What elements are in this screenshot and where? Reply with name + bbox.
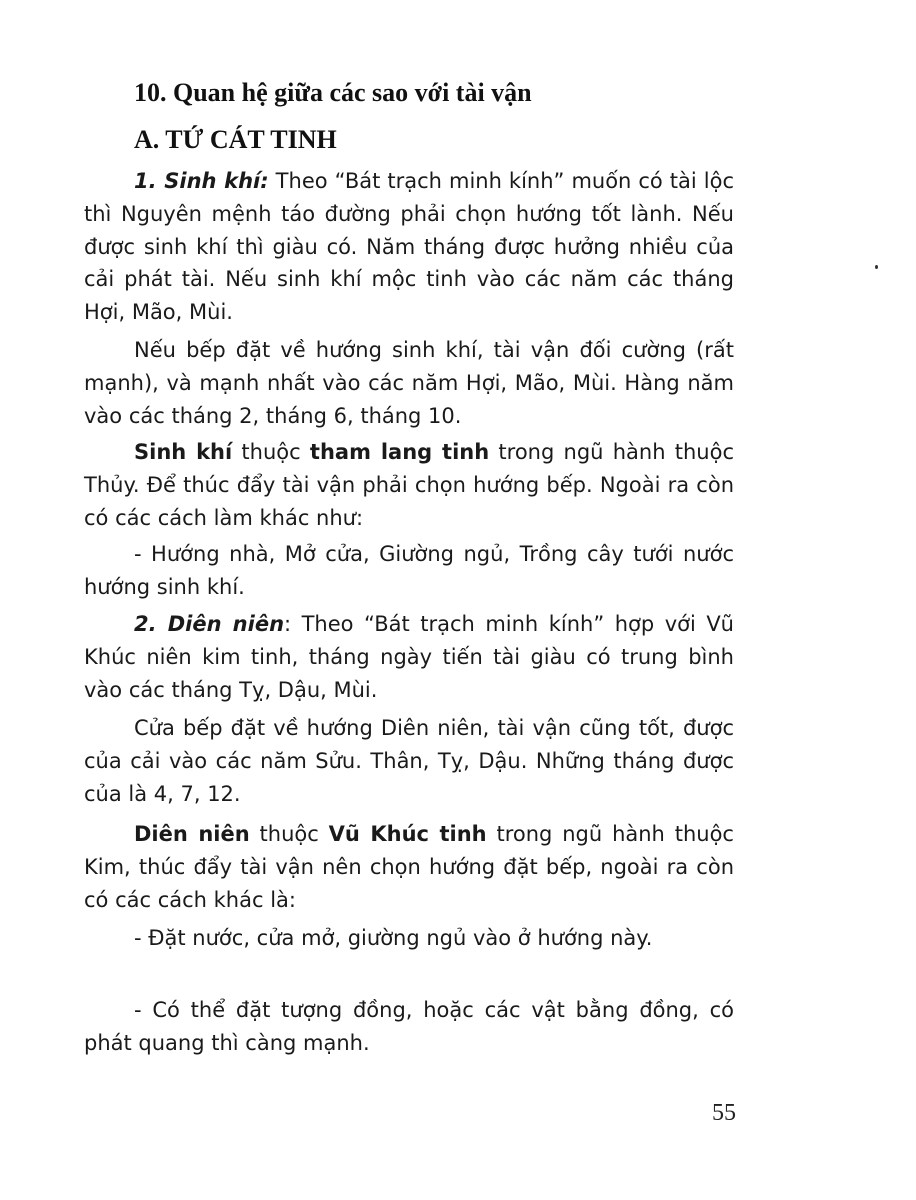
bold-term: Vũ Khúc tinh	[328, 822, 487, 846]
paragraph-text: thuộc	[232, 440, 310, 464]
paragraph-vu-khuc	[84, 818, 734, 916]
list-item-dat-nuoc	[84, 922, 734, 955]
paragraph-text: trong ngũ hành thuộc Thủy. Để thúc đẩy tài vận phải chọn hướng bếp. Ngoài ra còn có các cách làm khác như:	[84, 440, 734, 530]
list-item-sinh-khi	[84, 538, 734, 604]
paragraph-text: trong ngũ hành thuộc Kim, thúc đẩy tài vận nên chọn hướng đặt bếp, ngoài ra còn có các cách khác là:	[84, 822, 734, 912]
list-item-tuong-dong	[84, 994, 734, 1060]
section-title: 10. Quan hệ giữa các sao với tài vận	[134, 78, 532, 107]
scan-speck	[875, 265, 878, 269]
page-number: 55	[712, 1100, 736, 1126]
list-item-text: - Hướng nhà, Mở cửa, Giường ngủ, Trồng cây tưới nước hướng sinh khí.	[84, 542, 734, 599]
paragraph-text: Nếu bếp đặt về hướng sinh khí, tài vận đối cường (rất mạnh), và mạnh nhất vào các năm Hợi, Mão, Mùi. Hàng năm vào các tháng 2, tháng 6, tháng 10.	[84, 338, 734, 428]
bold-term: Diên niên	[134, 822, 250, 846]
paragraph-bep-sinh-khi	[84, 334, 734, 432]
paragraph-sinh-khi	[84, 165, 734, 329]
list-item-text: - Có thể đặt tượng đồng, hoặc các vật bằng đồng, có phát quang thì càng mạnh.	[84, 998, 734, 1055]
paragraph-text: : Theo “Bát trạch minh kính” hợp với Vũ Khúc niên kim tinh, tháng ngày tiến tài giàu có trung bình vào các tháng Tỵ, Dậu, Mùi.	[84, 612, 734, 702]
bold-term: tham lang tinh	[309, 440, 490, 464]
paragraph-dien-nien	[84, 608, 734, 706]
paragraph-text: Theo “Bát trạch minh kính” muốn có tài lộc thì Nguyên mệnh táo đường phải chọn hướng tốt lành. Nếu được sinh khí thì giàu có. Năm tháng được hưởng nhiều của cải phát tài. Nếu sinh khí mộc tinh vào các năm các tháng Hợi, Mão, Mùi.	[84, 169, 734, 325]
subsection-title: A. TỨ CÁT TINH	[134, 125, 337, 154]
item-lead-sinh-khi: 1. Sinh khí:	[134, 169, 269, 193]
bold-term: Sinh khí	[134, 440, 233, 464]
paragraph-text: thuộc	[249, 822, 329, 846]
list-item-text: - Đặt nước, cửa mở, giường ngủ vào ở hướng này.	[134, 926, 653, 950]
paragraph-tham-lang	[84, 436, 734, 534]
paragraph-text: Cửa bếp đặt về hướng Diên niên, tài vận cũng tốt, được của cải vào các năm Sửu. Thân, Tỵ, Dậu. Những tháng được của là 4, 7, 12.	[84, 716, 734, 806]
paragraph-bep-dien-nien	[84, 712, 734, 810]
item-lead-dien-nien: 2. Diên niên	[134, 612, 285, 636]
